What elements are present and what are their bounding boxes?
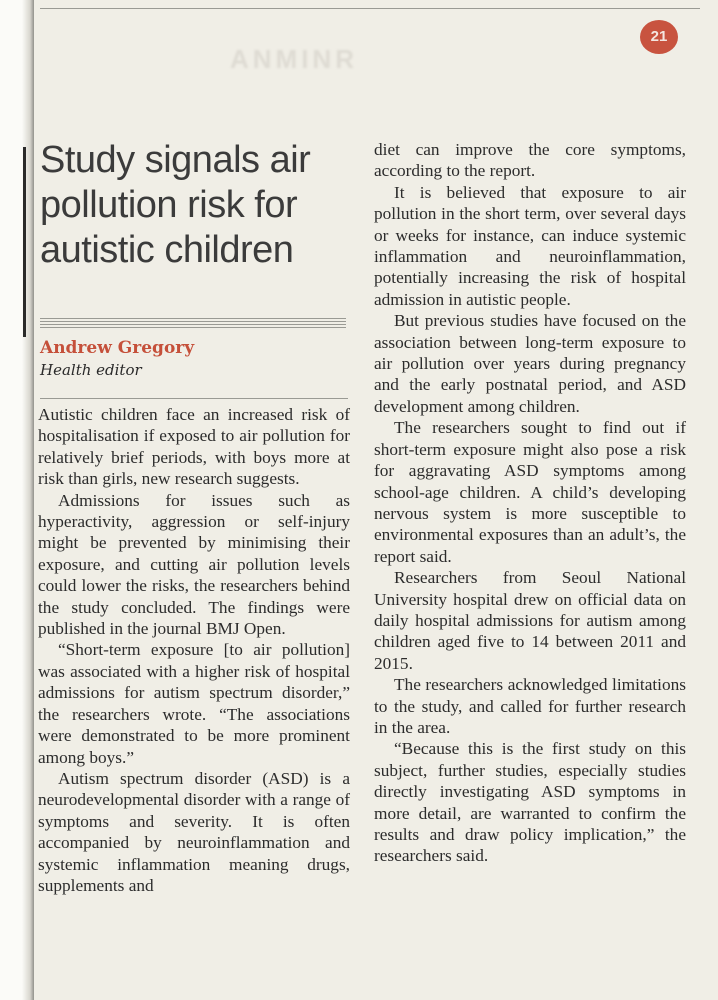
headline: Study signals air pollution risk for autistic children	[40, 139, 311, 271]
paragraph: The researchers sought to find out if short-term exposure might also pose a risk for aggravating ASD symptoms among school-age children. A child’s developing nervous system is more susceptible to environmental exposures than an adult’s, the report said.	[374, 418, 686, 566]
byline-rule	[40, 318, 346, 328]
article-column-1	[38, 404, 350, 896]
paragraph: But previous studies have focused on the association between long-term exposure to air pollution over years during pregnancy and the early postnatal period, and ASD development among children.	[374, 311, 686, 416]
paragraph: Autistic children face an increased risk of hospitalisation if exposed to air pollution for relatively brief periods, with boys more at risk than girls, new research suggests.	[38, 405, 350, 489]
author-name: Andrew Gregory	[40, 338, 195, 358]
page-number-badge: 21	[640, 20, 678, 54]
paragraph: diet can improve the core symptoms, according to the report.	[374, 140, 686, 181]
author-role: Health editor	[40, 361, 142, 379]
column-separator	[40, 398, 348, 399]
paragraph: Researchers from Seoul National University hospital drew on official data on daily hospital admissions for autism among children aged five to 14 between 2011 and 2015.	[374, 568, 686, 673]
paragraph: Admissions for issues such as hyperactivity, aggression or self-injury might be prevented by minimising their exposure, and cutting air pollution levels could lower the risks, the researchers behind the study concluded. The findings were published in the journal BMJ Open.	[38, 490, 350, 639]
paragraph: It is believed that exposure to air pollution in the short term, over several days or weeks for instance, can induce systemic inflammation and neuroinflammation, potentially increasing the risk of hospital admission in autistic people.	[374, 182, 686, 309]
headline-side-rule	[23, 147, 26, 337]
article-column-2	[374, 139, 686, 867]
top-rule	[40, 8, 700, 9]
paragraph: “Short-term exposure [to air pollution] was associated with a higher risk of hospital admissions for autism spectrum disorder,” the researchers wrote. “The associations were demonstrated to be more prominent among boys.”	[38, 640, 350, 767]
paragraph: “Because this is the first study on this subject, further studies, especially studies directly investigating ASD symptoms in more detail, are warranted to confirm the results and draw policy implication,” the researchers said.	[374, 739, 686, 866]
bleed-through-text: ANMINR	[230, 44, 358, 74]
paragraph: Autism spectrum disorder (ASD) is a neurodevelopmental disorder with a range of symptoms and severity. It is often accompanied by neuroinflammation and systemic inflammation meaning drugs, supplements and	[38, 768, 350, 895]
paragraph: The researchers acknowledged limitations to the study, and called for further research in the area.	[374, 675, 686, 737]
